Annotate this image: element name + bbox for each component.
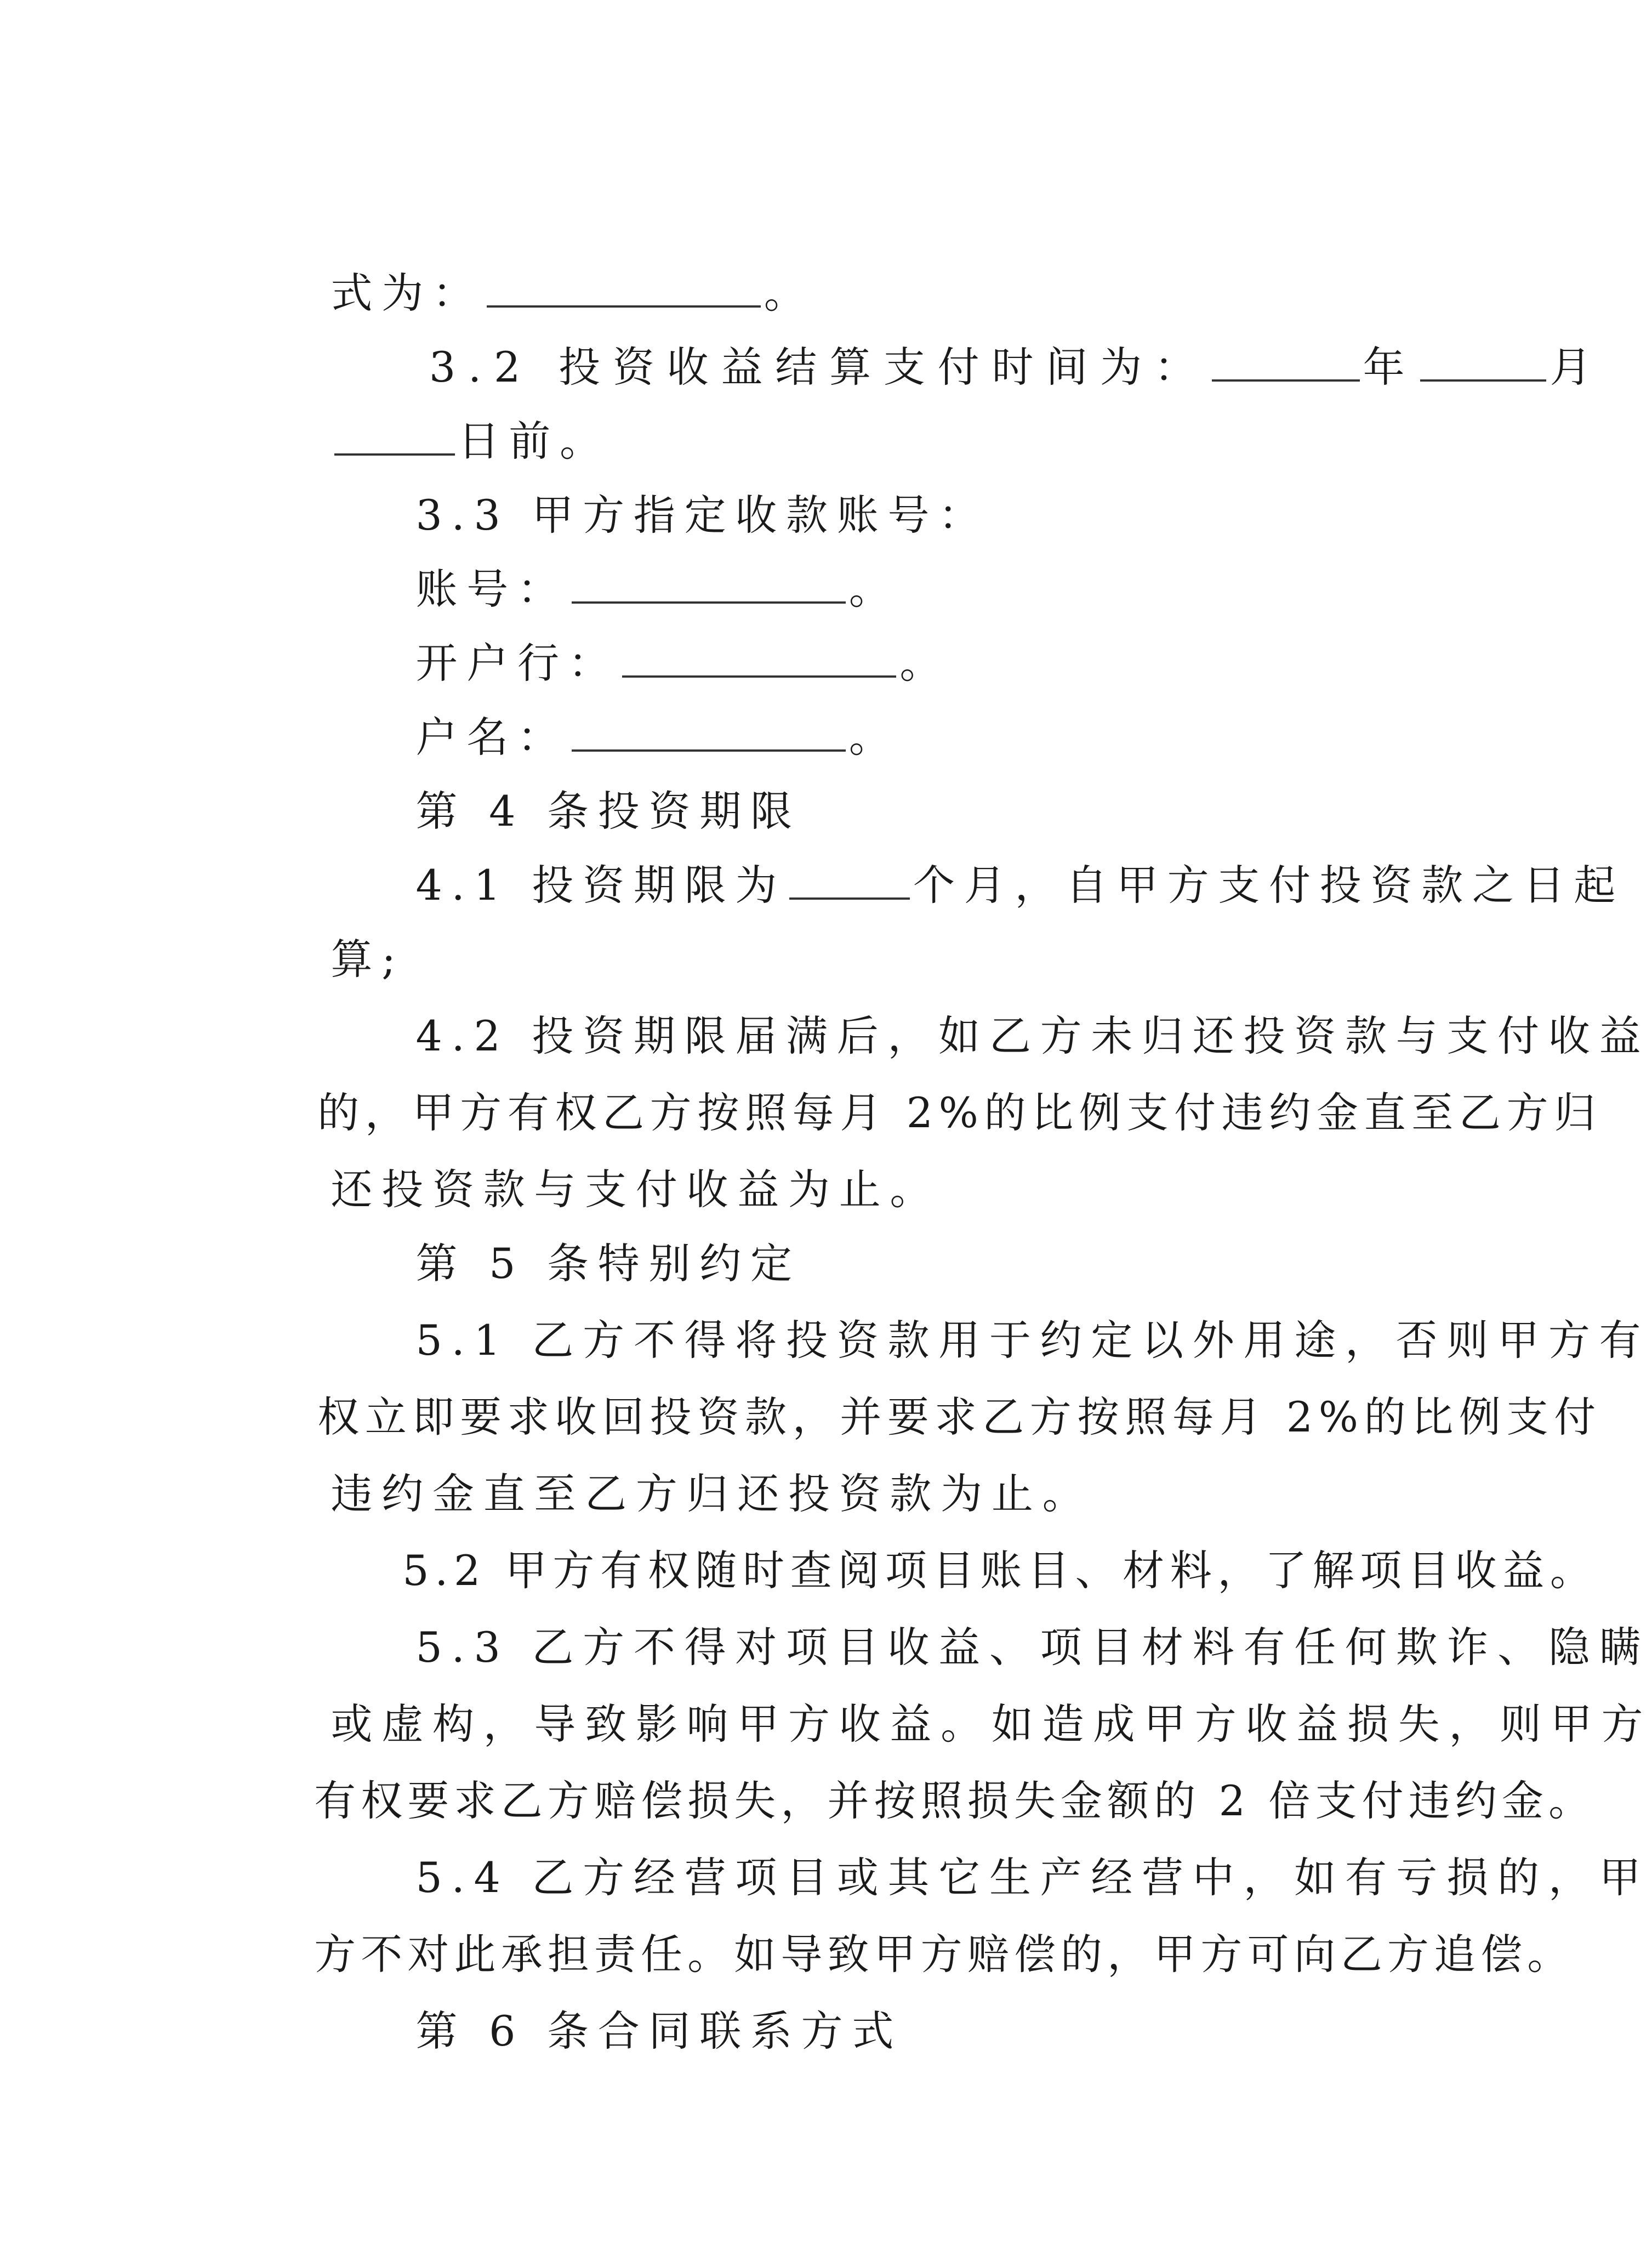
text-line xyxy=(326,1258,1650,1365)
line-text: 式为： xyxy=(331,269,483,317)
text-line xyxy=(241,1412,1093,1518)
line-text: 3.3 甲方指定收款账号： xyxy=(415,491,989,539)
line-text: 5.3 乙方不得对项目收益、项目材料有任何欺诈、隐瞒 xyxy=(415,1623,1650,1672)
line-text: 户名： xyxy=(415,713,568,762)
line-text: 或虚构，导致影响甲方收益。如造成甲方收益损失，则甲方 xyxy=(331,1700,1652,1748)
text-line xyxy=(241,1872,1574,1979)
line-text: 。 xyxy=(848,713,900,762)
line-text: 。 xyxy=(764,269,815,317)
line-text: 。 xyxy=(899,639,951,688)
line-text: 权立即要求收回投资款，并要求乙方按照每月 2%的比例支付 xyxy=(317,1393,1602,1441)
line-text: 4.2 投资期限届满后，如乙方未归还投资款与支付收益 xyxy=(415,1012,1650,1060)
line-text: 方不对此承担责任。如导致甲方赔偿的，甲方可向乙方追偿。 xyxy=(314,1930,1574,1979)
text-line xyxy=(326,1565,1650,1672)
text-line xyxy=(241,1335,1602,1441)
article-heading xyxy=(326,1181,801,1288)
line-text: 的，甲方有权乙方按照每月 2%的比例支付违约金直至乙方归 xyxy=(317,1088,1602,1137)
article-heading xyxy=(326,729,801,836)
line-text: 有权要求乙方赔偿损失，并按照损失金额的 2 倍支付违约金。 xyxy=(314,1776,1596,1825)
text-line xyxy=(326,954,1650,1060)
text-line xyxy=(241,1107,941,1214)
line-text: 个月，自甲方支付投资款之日起 xyxy=(913,861,1625,910)
line-text: 第 4 条投资期限 xyxy=(415,787,801,836)
text-line xyxy=(326,803,1625,910)
months-field[interactable] xyxy=(789,858,910,900)
text-line xyxy=(326,655,900,762)
text-line xyxy=(326,507,900,613)
text-line xyxy=(241,211,815,317)
blank-field-year[interactable] xyxy=(1212,340,1360,382)
line-text: 5.1 乙方不得将投资款用于约定以外用途，否则甲方有 xyxy=(415,1316,1650,1365)
line-text: 5.2 甲方有权随时查阅项目账目、材料，了解项目收益。 xyxy=(402,1546,1598,1595)
text-line xyxy=(326,1796,1650,1902)
line-text: 算; xyxy=(331,935,405,984)
line-text: 月 xyxy=(1550,343,1604,391)
line-text: 年 xyxy=(1363,343,1417,391)
text-line xyxy=(241,1031,1602,1137)
line-text: 3.2 投资收益结算支付时间为： xyxy=(429,343,1209,391)
line-text: 账号： xyxy=(415,565,568,613)
section-item xyxy=(326,433,989,539)
line-text: 第 6 条合同联系方式 xyxy=(415,2007,903,2055)
line-text: 第 5 条特别约定 xyxy=(415,1239,801,1288)
line-text: 。 xyxy=(848,565,900,613)
line-text: 日前。 xyxy=(458,417,611,465)
text-line xyxy=(241,877,405,984)
line-text: 开户行： xyxy=(415,639,619,688)
blank-field-month[interactable] xyxy=(1420,340,1546,382)
text-line xyxy=(241,359,611,465)
text-line xyxy=(241,1719,1596,1825)
text-line xyxy=(326,1489,1598,1595)
text-line xyxy=(241,1642,1652,1748)
line-text: 违约金直至乙方归还投资款为止。 xyxy=(331,1469,1093,1518)
line-text: 5.4 乙方经营项目或其它生产经营中，如有亏损的，甲 xyxy=(415,1853,1650,1902)
text-line xyxy=(326,285,1604,391)
line-text: 4.1 投资期限为 xyxy=(415,861,787,910)
line-text: 还投资款与支付收益为止。 xyxy=(331,1165,941,1214)
article-heading xyxy=(326,1949,903,2055)
text-line xyxy=(326,581,951,688)
